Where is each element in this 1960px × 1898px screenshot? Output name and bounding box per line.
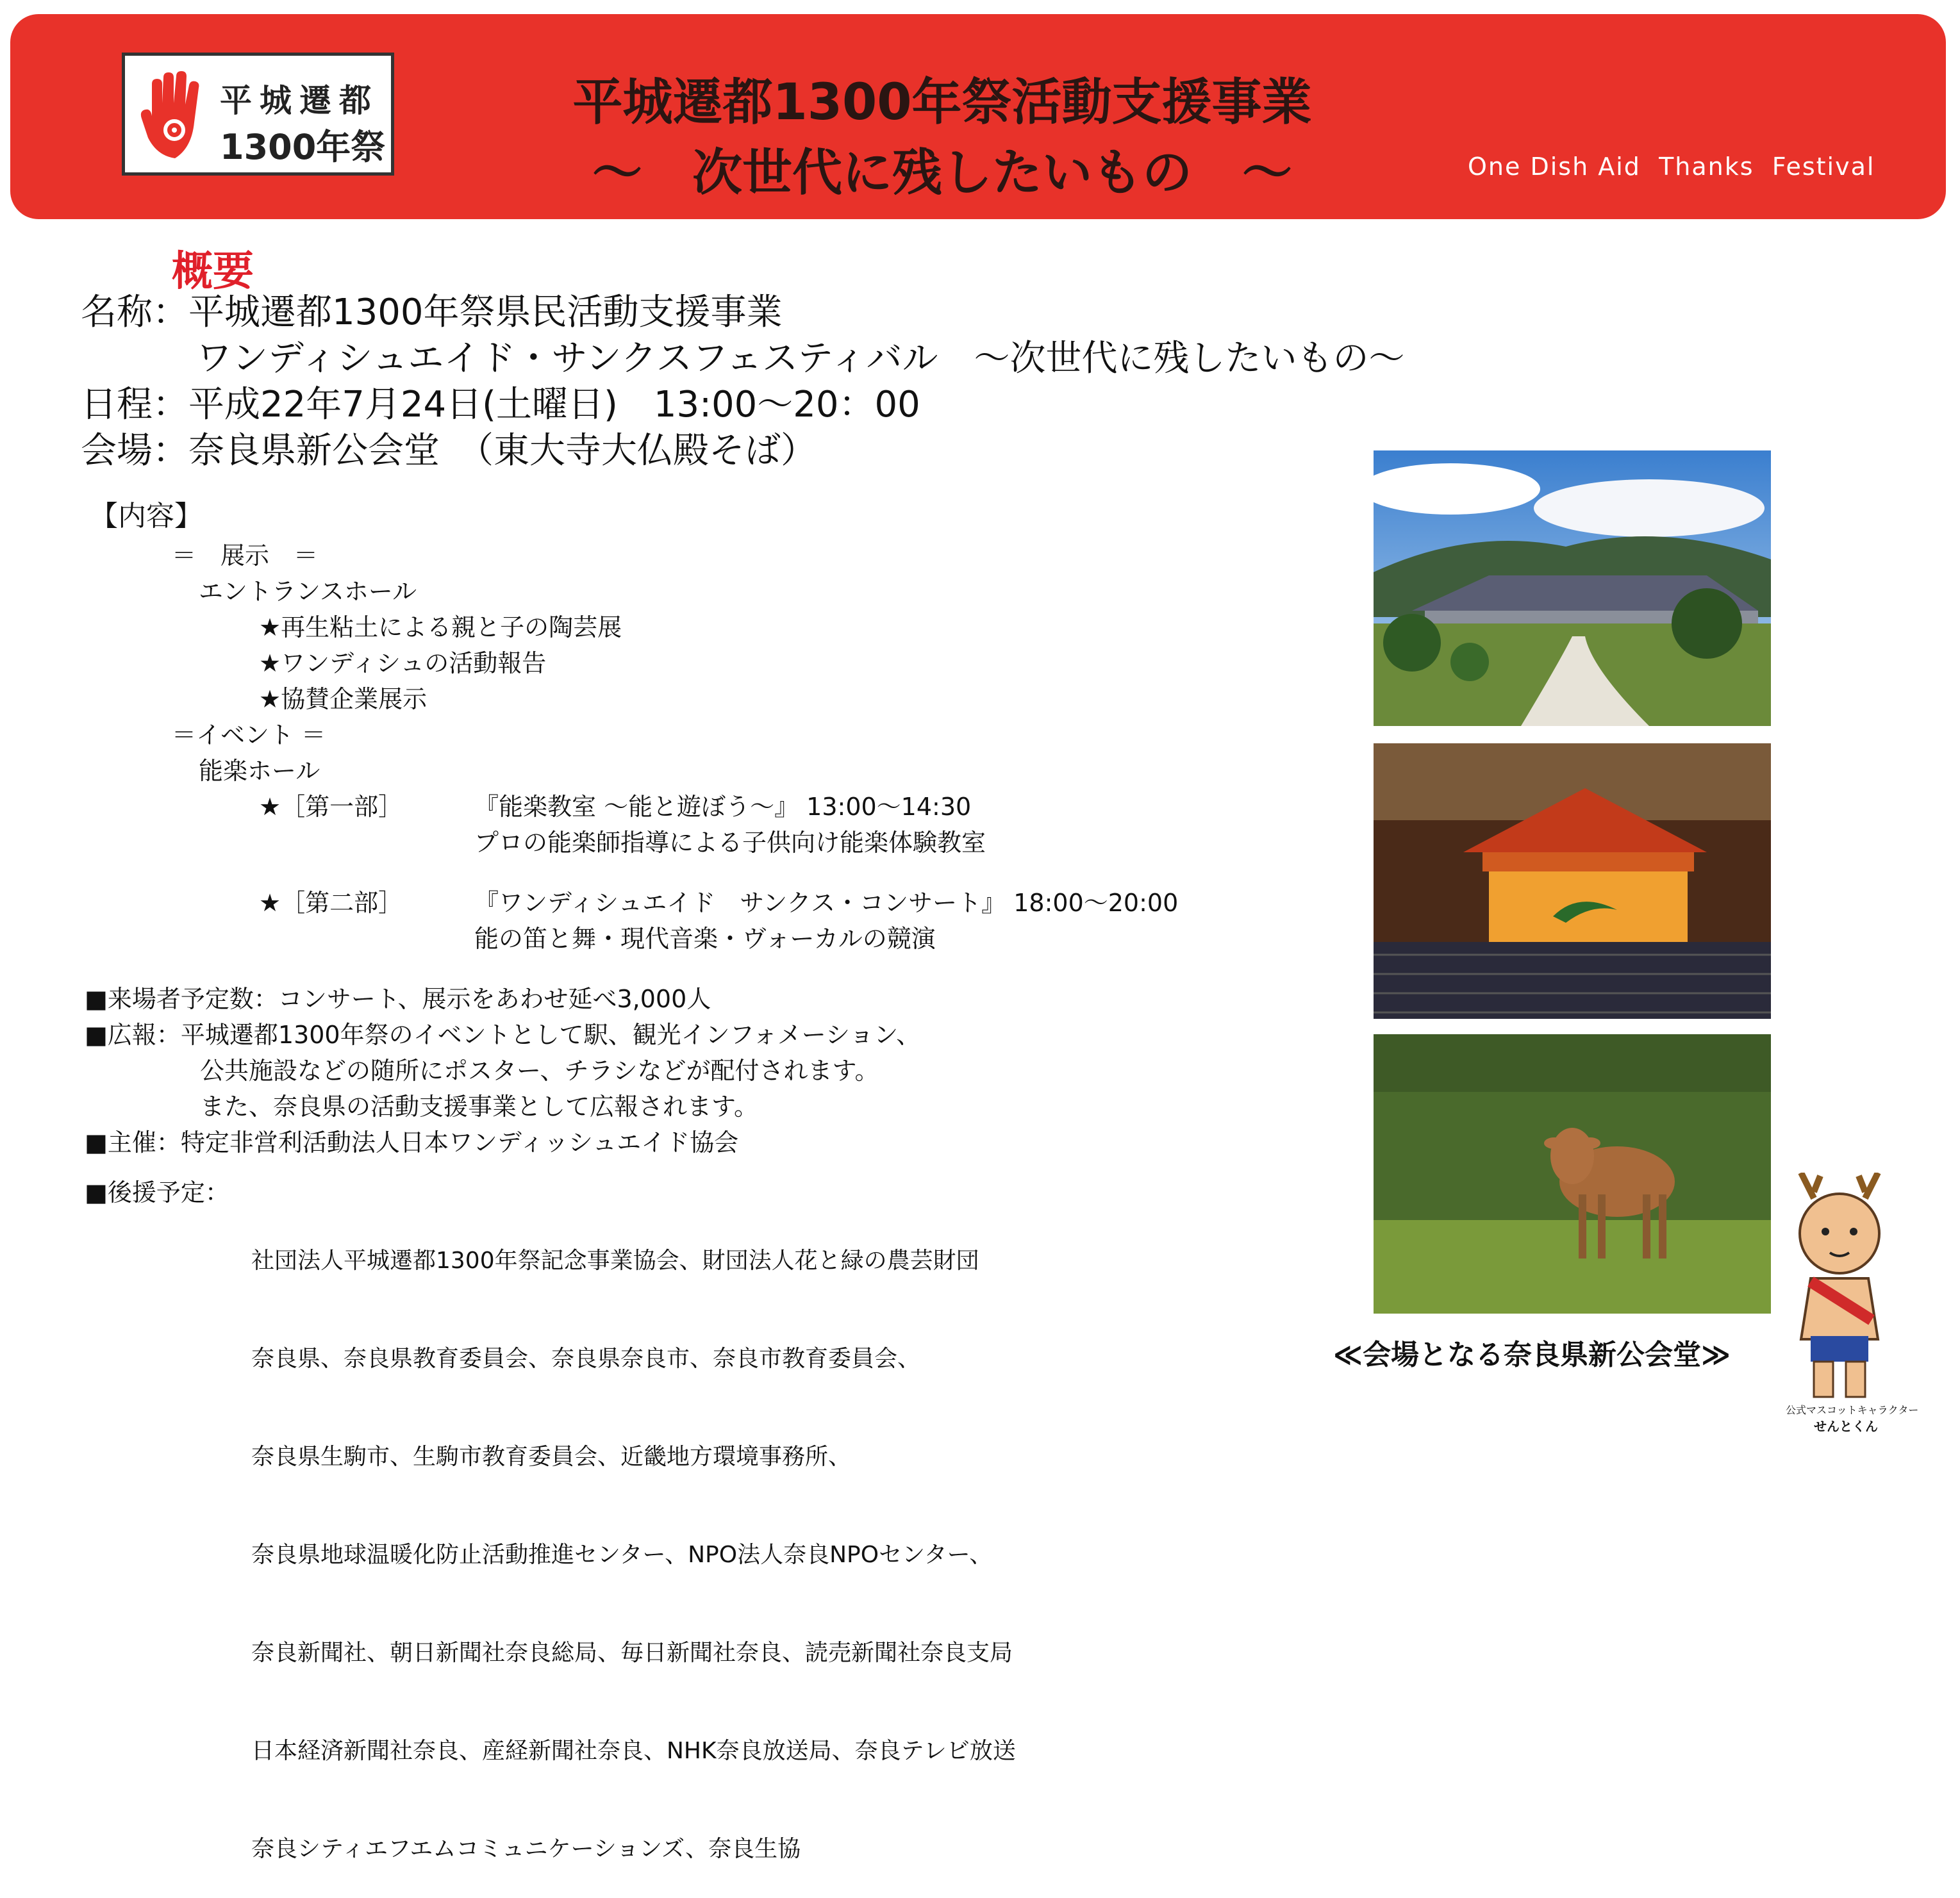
support-list [251,1179,1016,1898]
part1-desc: プロの能楽師指導による子供向け能楽体験教室 [474,829,986,857]
banner-title [461,67,1423,208]
overview-date: 日程：平成22年7月24日(土曜日) 13:00～20：00 [81,384,920,425]
logo-line1: 平城遷都 [220,82,379,119]
banner-title-line1: 平城遷都1300年祭活動支援事業 [572,74,1312,131]
banner-title-line2: ～ 次世代に残したいもの ～ [592,144,1292,202]
hand-icon [139,71,211,161]
support-line: 奈良県地球温暖化防止活動推進センター、NPO法人奈良NPOセンター、 [251,1542,993,1568]
exhibit-header: ＝ 展示 ＝ [172,541,319,570]
contents-heading: 【内容】 [90,500,203,532]
organizer-info: ■主催：特定非営利活動法人日本ワンディッシュエイド協会 [85,1128,739,1157]
pr-info: ■広報：平城遷都1300年祭のイベントとして駅、観光インフォメーション、 [85,1021,921,1049]
support-line: 奈良シティエフエムコミュニケーションズ、奈良生協 [251,1836,801,1862]
venue-exterior-photo [1374,450,1771,726]
exhibit-item: ★協賛企業展示 [259,685,428,713]
support-line: 奈良県、奈良県教育委員会、奈良県奈良市、奈良市教育委員会、 [251,1346,921,1372]
support-line: 奈良県生駒市、生駒市教育委員会、近畿地方環境事務所、 [251,1444,852,1470]
visitors-info: ■来場者予定数：コンサート、展示をあわせ延べ3,000人 [85,985,711,1013]
photos-caption: ≪会場となる奈良県新公会堂≫ [1333,1339,1731,1371]
exhibit-item: ★ワンディシュの活動報告 [259,649,547,677]
exhibit-location: エントランスホール [199,577,417,606]
overview-name: 名称：平城遷都1300年祭県民活動支援事業 [81,292,783,333]
banner-subtitle: One Dish Aid Thanks Festival [1468,153,1875,181]
support-line: 社団法人平城遷都1300年祭記念事業協会、財団法人花と緑の農芸財団 [251,1248,979,1274]
logo-line2: 1300年祭 [220,127,386,167]
mascot-label: 公式マスコットキャラクター [1786,1404,1919,1416]
sentokun-mascot [1775,1173,1904,1403]
mascot-name: せんとくん [1814,1419,1878,1434]
part2-title: 『ワンディシュエイド サンクス・コンサート』 18:00～20:00 [474,889,1179,917]
pr-info-line3: また、奈良県の活動支援事業として広報されます。 [200,1093,758,1121]
part2-desc: 能の笛と舞・現代音楽・ヴォーカルの競演 [474,925,936,953]
overview-heading: 概要 [172,248,254,295]
part1-label: ★［第一部］ [259,793,403,821]
part1-title: 『能楽教室 ～能と遊ぼう～』 13:00～14:30 [474,793,972,821]
deer-photo [1374,1034,1771,1314]
noh-hall-photo [1374,743,1771,1019]
event-header: ＝イベント ＝ [172,721,326,749]
pr-info-line2: 公共施設などの随所にポスター、チラシなどが配付されます。 [200,1057,879,1085]
overview-name-line2: ワンディシュエイド・サンクスフェスティバル ～次世代に残したいもの～ [196,338,1405,379]
overview-venue: 会場：奈良県新公会堂 （東大寺大仏殿そば） [81,430,817,472]
support-line: 奈良新聞社、朝日新聞社奈良総局、毎日新聞社奈良、読売新聞社奈良支局 [251,1640,1013,1666]
exhibit-item: ★再生粘土による親と子の陶芸展 [259,613,622,641]
part2-label: ★［第二部］ [259,889,403,917]
support-line: 日本経済新聞社奈良、産経新聞社奈良、NHK奈良放送局、奈良テレビ放送 [251,1738,1016,1764]
event-location: 能楽ホール [199,757,320,785]
festival-logo [122,53,394,176]
support-label: ■後援予定： [85,1178,229,1207]
